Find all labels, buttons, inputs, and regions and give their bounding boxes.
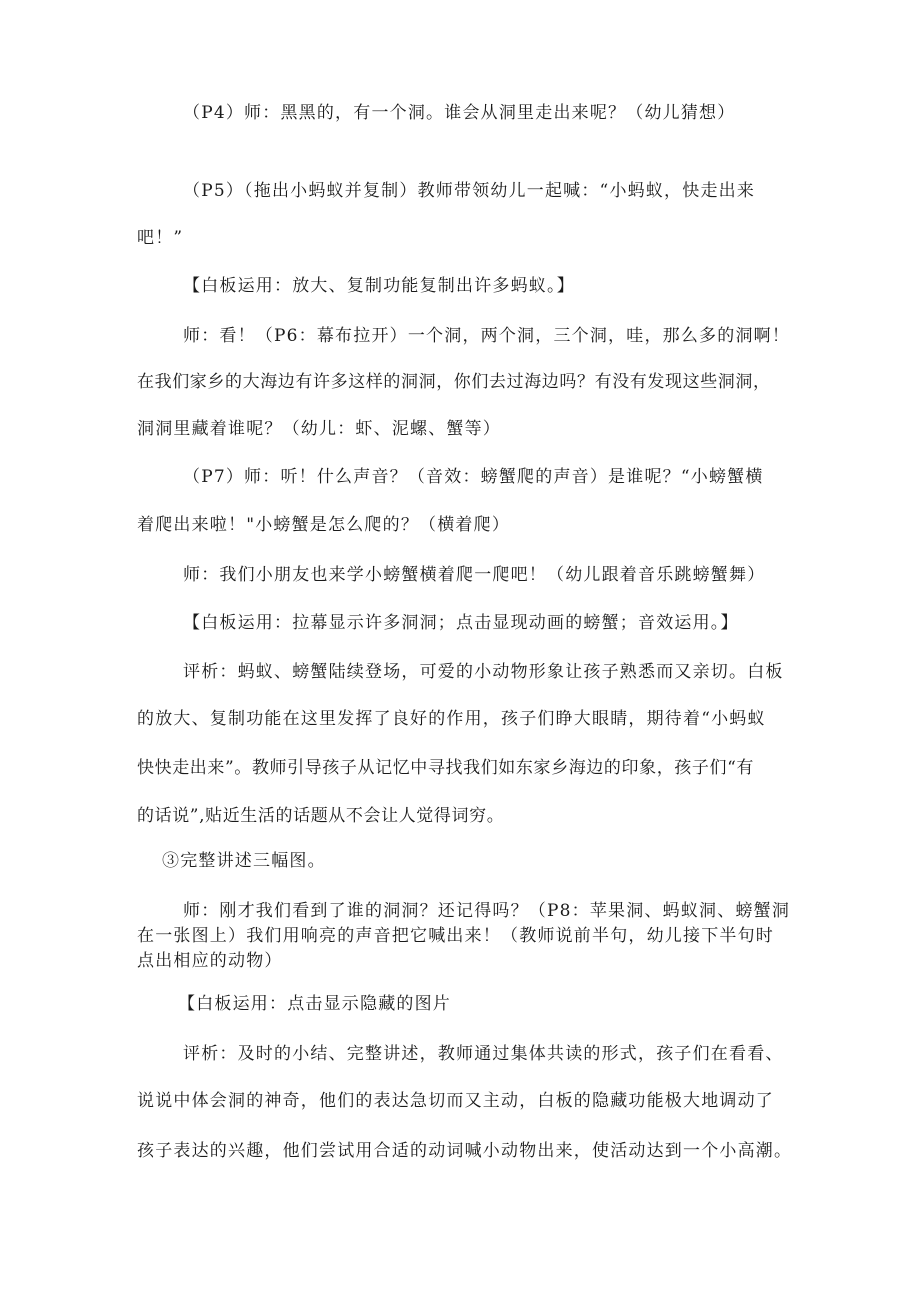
paragraph-p5-line-1: （P5）（拖出小蚂蚁并复制）教师带领幼儿一起喊：“小蚂蚁，快走出来 [183,181,756,201]
paragraph-p5-line-2: 吧！” [137,228,184,248]
paragraph-dance-line: 师：我们小朋友也来学小螃蟹横着爬一爬吧！（幼儿跟着音乐跳螃蟹舞） [183,565,766,585]
paragraph-p8-line-1: 师：刚才我们看到了谁的洞洞？还记得吗？（P8：苹果洞、蚂蚁洞、螃蟹洞 [183,901,791,921]
analysis-2-line-1: 评析：及时的小结、完整讲述，教师通过集体共读的形式，孩子们在看看、 [183,1044,784,1064]
paragraph-p7-line-1: （P7）师：听！什么声音？（音效：螃蟹爬的声音）是谁呢？“小螃蟹横 [183,467,764,487]
paragraph-p8-line-3: 点出相应的动物） [137,951,283,971]
paragraph-p8-line-2: 在一张图上）我们用响亮的声音把它喊出来！（教师说前半句，幼儿接下半句时 [137,926,774,946]
whiteboard-note-1: 【白板运用：放大、复制功能复制出许多蚂蚁。】 [183,276,575,296]
analysis-2-line-3: 孩子表达的兴趣，他们尝试用合适的动词喊小动物出来，使活动达到一个小高潮。 [137,1141,793,1161]
paragraph-p6-line-3: 洞洞里藏着谁呢？（幼儿：虾、泥螺、蟹等） [137,419,501,439]
analysis-1-line-2: 的放大、复制功能在这里发挥了良好的作用，孩子们睁大眼睛，期待着“小蚂蚁 [137,709,766,729]
whiteboard-note-3: 【白板运用：点击显示隐藏的图片 [178,994,451,1014]
section-heading-3: ③完整讲述三幅图。 [162,851,326,871]
whiteboard-note-2: 【白板运用：拉幕显示许多洞洞；点击显现动画的螃蟹；音效运用。】 [183,613,739,633]
analysis-1-line-4: 的话说”,贴近生活的话题从不会让人觉得词穷。 [137,806,505,826]
paragraph-p7-line-2: 着爬出来啦！"小螃蟹是怎么爬的？（横着爬） [137,515,511,535]
analysis-2-line-2: 说说中体会洞的神奇，他们的表达急切而又主动，白板的隐藏功能极大地调动了 [137,1091,774,1111]
paragraph-p6-line-2: 在我们家乡的大海边有许多这样的洞洞，你们去过海边吗？有没有发现这些洞洞， [137,372,771,392]
analysis-1-line-1: 评析：蚂蚁、螃蟹陆续登场，可爱的小动物形象让孩子熟悉而又亲切。白板 [183,662,784,682]
paragraph-p6-line-1: 师：看！（P6：幕布拉开）一个洞，两个洞，三个洞，哇，那么多的洞啊！ [183,326,791,346]
paragraph-p4-line: （P4）师：黑黑的，有一个洞。谁会从洞里走出来呢？（幼儿猜想） [183,103,736,123]
analysis-1-line-3: 快快走出来”。教师引导孩子从记忆中寻找我们如东家乡海边的印象，孩子们“有 [137,758,754,778]
